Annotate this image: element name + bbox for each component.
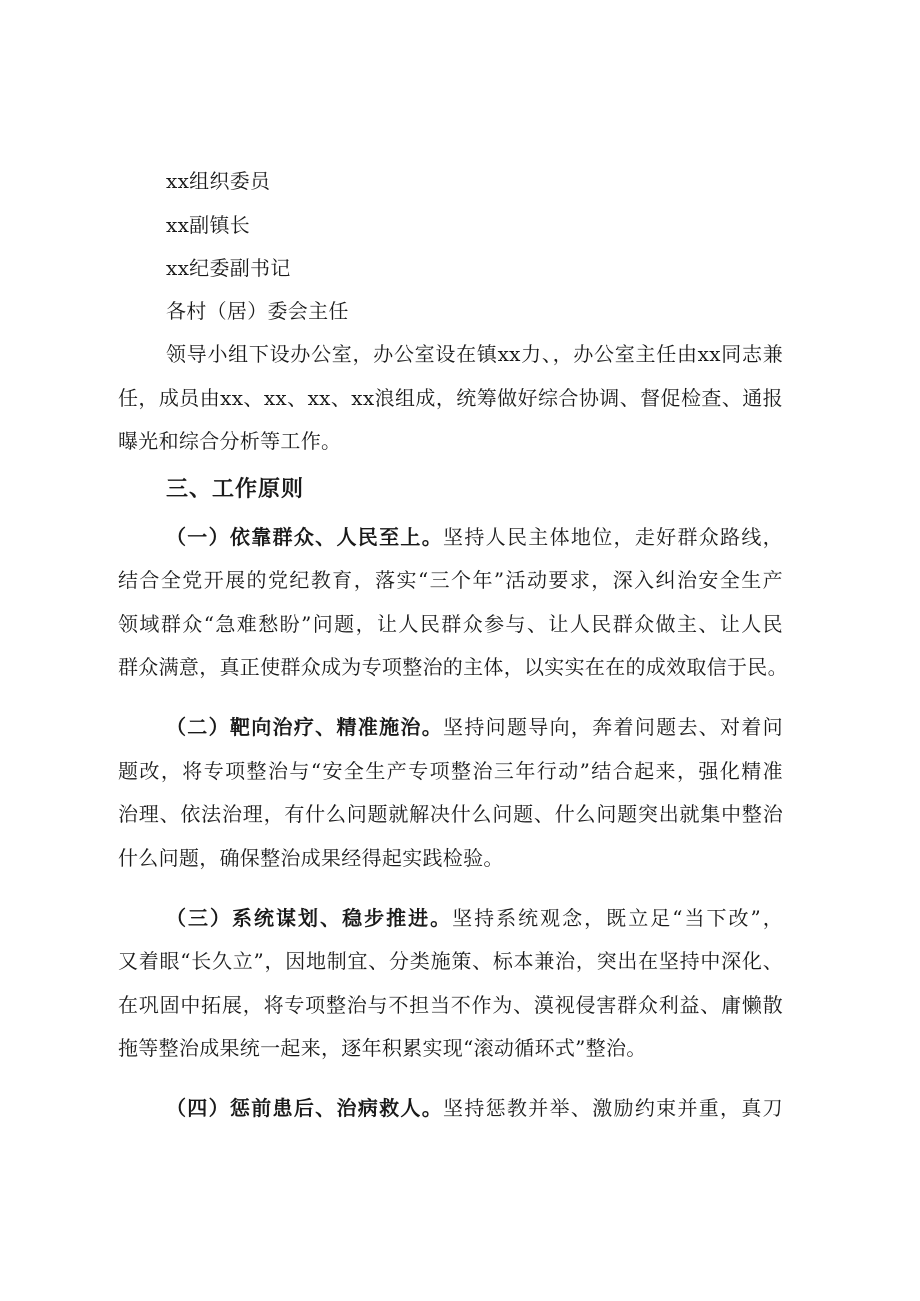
principle-lead: （三）系统谋划、稳步推进。 [166,906,453,930]
principle-lead: （一）依靠群众、人民至上。 [166,525,444,549]
principle-lead: （四）惩前患后、治病救人。 [166,1096,444,1120]
member-item: xx组织委员 [166,169,271,193]
principle-line: 在巩固中拓展，将专项整治与不担当不作为、漠视侵害群众利益、庸懒散 [118,993,783,1017]
principle-first-line [166,904,783,932]
principle-line: 题改，将专项整治与“安全生产专项整治三年行动”结合起来，强化精准 [118,759,783,783]
member-item: xx副镇长 [166,213,251,237]
principle-line: 什么问题，确保整治成果经得起实践检验。 [118,846,504,870]
principle-first-line [166,523,783,551]
office-paragraph-line: 领导小组下设办公室，办公室设在镇xx力、，办公室主任由xx同志兼 [166,342,783,366]
principle-line: 群众满意，真正使群众成为专项整治的主体，以实实在在的成效取信于民。 [118,655,788,679]
principle-first-line [166,1094,783,1122]
principle-line: 结合全党开展的党纪教育，落实“三个年”活动要求，深入纠治安全生产 [118,568,783,592]
member-item: 各村（居）委会主任 [166,299,349,323]
office-paragraph-line: 任，成员由xx、xx、xx、xx浪组成，统筹做好综合协调、督促检查、通报 [118,386,783,410]
principle-line: 拖等整治成果统一起来，逐年积累实现“滚动循环式”整治。 [118,1036,647,1060]
principle-line: 领域群众“急难愁盼”问题，让人民群众参与、让人民群众做主、让人民 [118,612,783,636]
principle-lead: （二）靶向治疗、精准施治。 [166,715,444,739]
principle-line: 治理、依法治理，有什么问题就解决什么问题、什么问题突出就集中整治 [118,802,783,826]
principle-first-line [166,713,783,741]
principle-text: 坚持惩教并举、激励约束并重，真刀 [443,1096,783,1120]
principle-text: 坚持系统观念，既立足“当下改”， [452,906,784,930]
office-paragraph-line: 曝光和综合分析等工作。 [118,429,342,453]
member-item: xx纪委副书记 [166,256,291,280]
section-heading: 三、工作原则 [166,477,305,502]
principle-text: 坚持人民主体地位，走好群众路线， [443,525,783,549]
principle-line: 又着眼“长久立”，因地制宜、分类施策、标本兼治，突出在坚持中深化、 [118,949,783,973]
principle-text: 坚持问题导向，奔着问题去、对着问 [443,715,783,739]
